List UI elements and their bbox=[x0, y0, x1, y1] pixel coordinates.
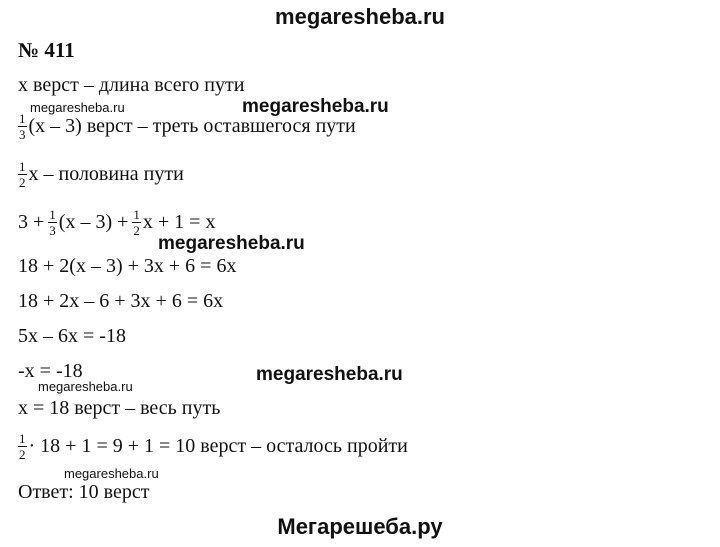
watermark-small: megaresheba.ru bbox=[38, 379, 133, 394]
solution-line-7: 5х – 6х = -18 bbox=[18, 325, 126, 347]
solution-line-3 bbox=[18, 160, 184, 189]
solution-line-2 bbox=[18, 112, 356, 141]
solution-line-6: 18 + 2х – 6 + 3х + 6 = 6х bbox=[18, 290, 224, 312]
fraction: $\frac{1}{2}$ bbox=[133, 207, 140, 238]
watermark-inline: megaresheba.ru bbox=[242, 96, 389, 117]
solution-line-2-text: (х – 3) верст – треть оставшегося пути bbox=[28, 115, 356, 137]
fraction: $\frac{1}{3}$ bbox=[49, 207, 56, 238]
fraction: $\frac{1}{2}$ bbox=[19, 431, 26, 462]
solution-line-1: х верст – длина всего пути bbox=[18, 74, 245, 96]
solution-line-3-text: х – половина пути bbox=[28, 163, 184, 185]
watermark-inline: megaresheba.ru bbox=[158, 233, 305, 254]
solution-line-8: -х = -18 bbox=[18, 360, 83, 382]
answer-line: Ответ: 10 верст bbox=[18, 481, 150, 503]
solution-line-4: 3 + $\frac{1}{3}$ (х – 3) + $\frac{1}{2}$ х + 1 = х bbox=[18, 207, 216, 238]
solution-line-9: х = 18 верст – весь путь bbox=[18, 397, 221, 419]
watermark-inline: megaresheba.ru bbox=[256, 364, 403, 385]
watermark-small: megaresheba.ru bbox=[64, 466, 159, 481]
watermark-top: megaresheba.ru bbox=[275, 4, 445, 29]
problem-number: № 411 bbox=[18, 38, 75, 62]
watermark-bottom: Мегарешеба.ру bbox=[277, 514, 443, 539]
solution-line-10 bbox=[18, 432, 408, 461]
solution-line-5: 18 + 2(х – 3) + 3х + 6 = 6х bbox=[18, 255, 237, 277]
fraction: $\frac{1}{3}$ bbox=[19, 111, 26, 142]
solution-line-10-text: · 18 + 1 = 9 + 1 = 10 верст – осталось пройти bbox=[28, 435, 408, 457]
watermark-small: megaresheba.ru bbox=[30, 100, 125, 115]
fraction: $\frac{1}{2}$ bbox=[19, 159, 26, 190]
